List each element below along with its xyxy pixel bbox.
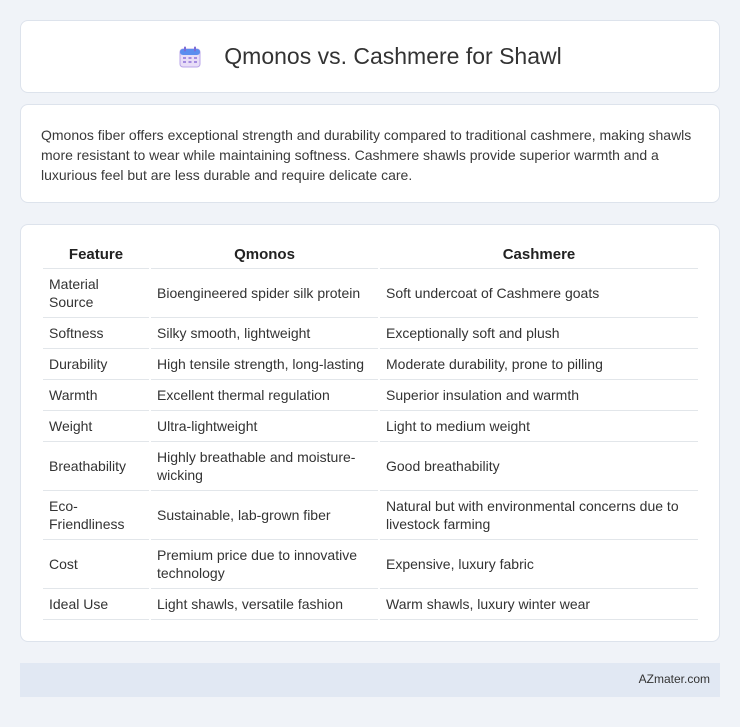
calendar-icon — [178, 45, 202, 69]
footer-bar — [20, 663, 720, 697]
cashmere-cell: Superior insulation and warmth — [380, 380, 698, 411]
qmonos-cell: Silky smooth, lightweight — [151, 318, 378, 349]
qmonos-cell: Light shawls, versatile fashion — [151, 589, 378, 620]
feature-cell: Breathability — [43, 442, 149, 491]
table-row — [43, 589, 698, 620]
feature-cell: Weight — [43, 411, 149, 442]
qmonos-cell: Ultra-lightweight — [151, 411, 378, 442]
cashmere-cell: Moderate durability, prone to pilling — [380, 349, 698, 380]
column-header-qmonos: Qmonos — [151, 245, 378, 269]
footer-brand-link[interactable]: AZmater.com — [638, 672, 710, 686]
feature-cell: Ideal Use — [43, 589, 149, 620]
cashmere-cell: Good breathability — [380, 442, 698, 491]
qmonos-cell: Bioengineered spider silk protein — [151, 269, 378, 318]
table-row — [43, 380, 698, 411]
feature-cell: Cost — [43, 540, 149, 589]
cashmere-cell: Natural but with environmental concerns due to livestock farming — [380, 491, 698, 540]
table-row — [43, 411, 698, 442]
feature-cell: Eco-Friendliness — [43, 491, 149, 540]
cashmere-cell: Warm shawls, luxury winter wear — [380, 589, 698, 620]
page-title: Qmonos vs. Cashmere for Shawl — [224, 43, 562, 69]
column-header-cashmere: Cashmere — [380, 245, 698, 269]
title-card — [20, 20, 720, 93]
table-row — [43, 442, 698, 491]
qmonos-cell: High tensile strength, long-lasting — [151, 349, 378, 380]
table-row — [43, 491, 698, 540]
cashmere-cell: Exceptionally soft and plush — [380, 318, 698, 349]
table-row — [43, 349, 698, 380]
qmonos-cell: Excellent thermal regulation — [151, 380, 378, 411]
qmonos-cell: Premium price due to innovative technology — [151, 540, 378, 589]
comparison-table — [41, 245, 700, 620]
feature-cell: Warmth — [43, 380, 149, 411]
column-header-feature: Feature — [43, 245, 149, 269]
table-row — [43, 269, 698, 318]
intro-text: Qmonos fiber offers exceptional strength and durability compared to traditional cashmere, making shawls more resistant to wear while maintaining softness. Cashmere shawls provide superior warmth and a luxurious feel but are less durable and require delicate care. — [41, 127, 692, 183]
intro-card — [20, 104, 720, 203]
cashmere-cell: Light to medium weight — [380, 411, 698, 442]
feature-cell: Softness — [43, 318, 149, 349]
comparison-table-card — [20, 224, 720, 642]
qmonos-cell: Highly breathable and moisture-wicking — [151, 442, 378, 491]
cashmere-cell: Soft undercoat of Cashmere goats — [380, 269, 698, 318]
cashmere-cell: Expensive, luxury fabric — [380, 540, 698, 589]
feature-cell: Durability — [43, 349, 149, 380]
qmonos-cell: Sustainable, lab-grown fiber — [151, 491, 378, 540]
table-row — [43, 318, 698, 349]
table-header-row — [43, 245, 698, 269]
table-row — [43, 540, 698, 589]
feature-cell: Material Source — [43, 269, 149, 318]
